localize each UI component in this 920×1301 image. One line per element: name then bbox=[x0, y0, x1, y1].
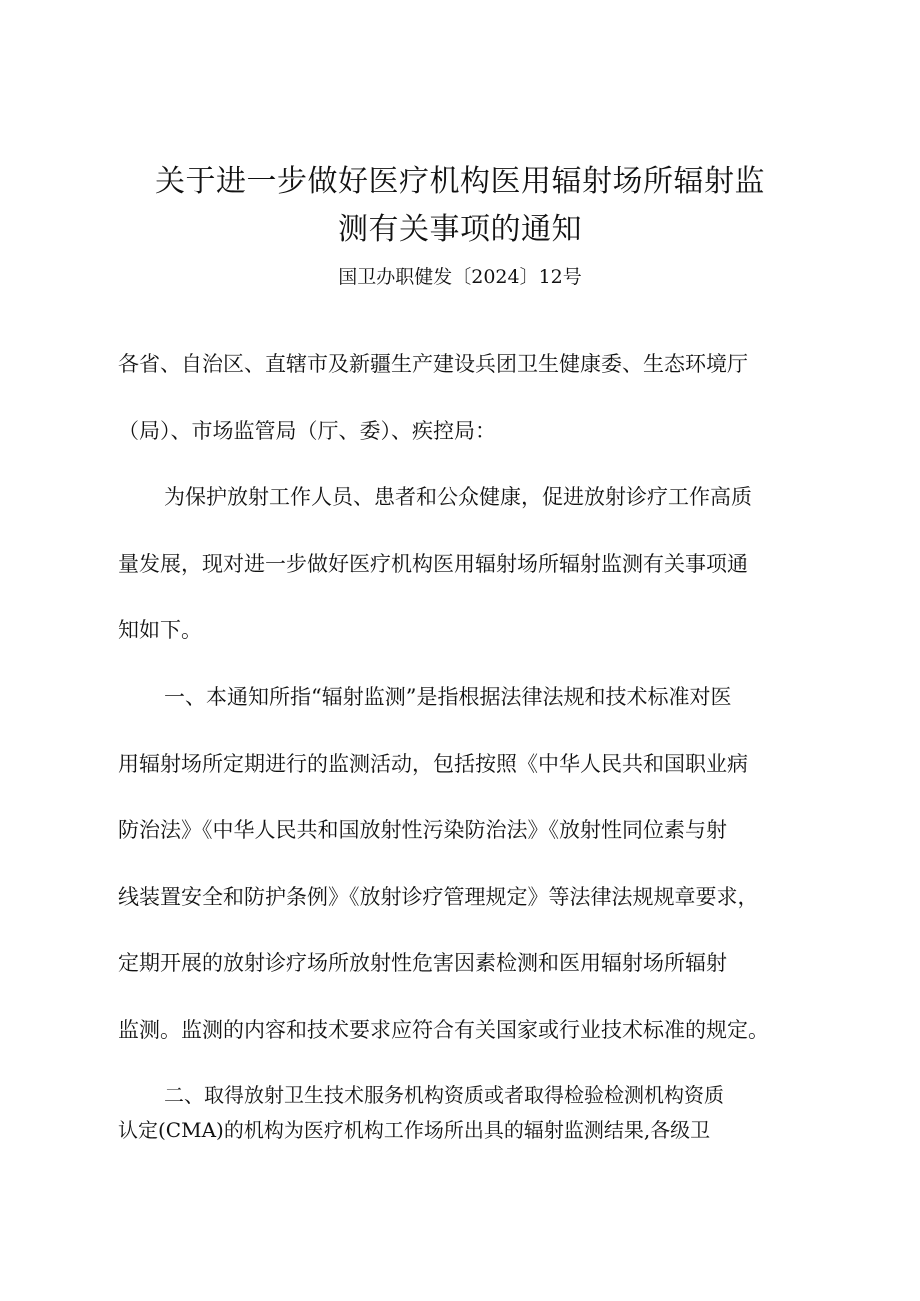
intro-line: 知如下。 bbox=[118, 618, 202, 642]
document-number: 国卫办职健发〔2024〕12号 bbox=[338, 266, 582, 288]
section-1-line: 用辐射场所定期进行的监测活动，包括按照《中华人民共和国职业病 bbox=[118, 751, 748, 776]
section-1-line: 一、本通知所指“辐射监测”是指根据法律法规和技术标准对医 bbox=[164, 685, 732, 709]
section-1-line: 防治法》《中华人民共和国放射性污染防治法》《放射性同位素与射 bbox=[118, 818, 727, 842]
section-2-line: 认定(CMA)的机构为医疗机构工作场所出具的辐射监测结果,各级卫 bbox=[118, 1118, 711, 1142]
section-1-paragraph bbox=[118, 664, 808, 1063]
section-1-line: 监测。监测的内容和技术要求应符合有关国家或行业技术标准的规定。 bbox=[118, 1017, 769, 1042]
section-2-line: 二、取得放射卫生技术服务机构资质或者取得检验检测机构资质 bbox=[164, 1083, 724, 1107]
title-line-2: 测有关事项的通知 bbox=[338, 212, 582, 247]
intro-line: 量发展，现对进一步做好医疗机构医用辐射场所辐射监测有关事项通 bbox=[118, 551, 748, 576]
intro-line: 为保护放射工作人员、患者和公众健康，促进放射诊疗工作高质 bbox=[164, 485, 752, 509]
addressee-line: （局）、市场监管局（厅、委）、疾控局： bbox=[118, 418, 496, 443]
addressee-line: 各省、自治区、直辖市及新疆生产建设兵团卫生健康委、生态环境厅 bbox=[118, 352, 748, 376]
section-1-line: 定期开展的放射诊疗场所放射性危害因素检测和医用辐射场所辐射 bbox=[118, 951, 727, 975]
addressee-paragraph bbox=[118, 331, 808, 464]
intro-paragraph bbox=[118, 464, 808, 664]
document-title bbox=[90, 158, 830, 254]
section-2-paragraph bbox=[118, 1078, 808, 1148]
section-1-line: 线装置安全和防护条例》《放射诊疗管理规定》等法律法规规章要求， bbox=[118, 884, 759, 909]
title-line-1: 关于进一步做好医疗机构医用辐射场所辐射监 bbox=[155, 164, 765, 199]
